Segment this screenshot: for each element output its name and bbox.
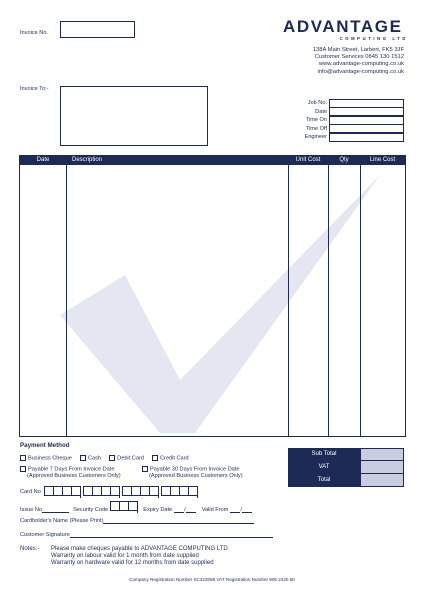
total-row	[288, 474, 404, 487]
engineer-field[interactable]	[329, 133, 404, 142]
business-cheque-label: Business Cheque	[28, 455, 72, 462]
engineer-label: Engineer	[304, 134, 327, 141]
subtotal-label: Sub Total	[288, 448, 360, 461]
totals-block	[288, 448, 404, 487]
card-no-group[interactable]	[44, 486, 81, 498]
notes-block	[20, 546, 228, 567]
total-label: Total	[288, 474, 360, 487]
line-cost-column-area[interactable]	[360, 165, 405, 436]
valid-from-separator: /	[240, 507, 242, 513]
cardholder-label: Cardholder's Name (Please Print)	[20, 518, 104, 524]
date-column-area[interactable]	[20, 165, 66, 436]
signature-row	[20, 530, 273, 538]
cash-checkbox[interactable]	[80, 455, 86, 461]
valid-from-month-field[interactable]	[230, 505, 240, 513]
issue-no-field[interactable]	[42, 505, 69, 513]
address-line: www.advantage-computing.co.uk	[318, 61, 404, 68]
qty-column-area[interactable]	[328, 165, 360, 436]
issue-row	[20, 501, 252, 513]
card-no-group[interactable]	[83, 486, 120, 498]
address-line: 138A Main Street, Larbert, FK5 3JF	[312, 47, 404, 53]
note-line: Please make cheques payable to ADVANTAGE COMPUTING LTD	[51, 546, 228, 552]
note-line: Warranty on labour valid for 1 month from date supplied	[51, 553, 199, 559]
table-header	[20, 156, 405, 165]
credit-card-checkbox[interactable]	[152, 455, 158, 461]
company-address	[254, 47, 404, 76]
card-no-group[interactable]	[122, 486, 159, 498]
logo-subtitle: COMPUTING LTD	[339, 36, 408, 41]
card-no-label: Card No	[20, 489, 41, 495]
invoice-no-field[interactable]	[60, 21, 135, 38]
issue-no-label: Issue No	[20, 507, 43, 513]
invoice-to-field[interactable]	[60, 86, 208, 146]
job-field-row	[270, 125, 404, 134]
cardholder-row	[20, 516, 254, 524]
expiry-year-field[interactable]	[186, 505, 196, 513]
address-line: info@advantage-computing.co.uk	[317, 68, 404, 75]
card-no-row	[20, 486, 200, 498]
unit-cost-column-area[interactable]	[288, 165, 328, 436]
business-cheque-checkbox[interactable]	[20, 455, 26, 461]
debit-card-label: Debit Card	[117, 455, 144, 462]
job-field-row	[270, 133, 404, 142]
job-field-row	[270, 99, 404, 108]
expiry-date-label: Expiry Date	[143, 507, 173, 513]
date-label: Date	[315, 108, 327, 115]
logo-wordmark: ADVANTAGE	[283, 17, 403, 36]
description-column-area[interactable]	[66, 165, 288, 436]
valid-from-year-field[interactable]	[242, 505, 252, 513]
vat-label: VAT	[288, 461, 360, 474]
cash-label: Cash	[87, 455, 102, 462]
line-items-table	[19, 155, 406, 437]
notes-label: Notes:-	[20, 546, 40, 552]
job-fields	[270, 99, 404, 142]
note-line: Warranty on hardware valid for 12 months from date supplied	[51, 560, 214, 566]
payment-options-row	[20, 455, 189, 461]
col-description: Description	[72, 157, 103, 163]
job-no-label: Job No.	[307, 100, 327, 107]
col-line-cost: Line Cost	[369, 157, 396, 163]
payable-7-days-note: (Approved Business Customers Only)	[27, 472, 121, 479]
job-field-row	[270, 116, 404, 125]
invoice-to-label: Invoice To:-	[20, 86, 49, 92]
cardholder-field[interactable]	[103, 516, 254, 524]
debit-card-checkbox[interactable]	[109, 455, 115, 461]
registration-footer: Company Registration Number SC322086 VAT Registration Number 905 2420 60	[129, 577, 295, 582]
card-no-group[interactable]	[161, 486, 198, 498]
payment-method-title: Payment Method	[20, 442, 70, 449]
payable-7-days-checkbox[interactable]	[20, 466, 26, 472]
payment-7-days-option	[20, 466, 121, 479]
col-unit-cost: Unit Cost	[295, 157, 321, 163]
time-on-label: Time On	[305, 117, 327, 124]
time-off-label: Time Off	[305, 125, 327, 132]
invoice-no-label: Invoice No.	[20, 30, 48, 36]
vat-row	[288, 461, 404, 474]
payable-30-days-label: Payable 30 Days From Invoice Date	[150, 466, 240, 473]
subtotal-row	[288, 448, 404, 461]
payment-30-days-option	[142, 466, 243, 479]
job-field-row	[270, 108, 404, 117]
signature-label: Customer Signature	[20, 532, 70, 538]
security-code-label: Security Code	[73, 507, 109, 513]
valid-from-label: Valid From	[201, 507, 229, 513]
expiry-month-field[interactable]	[174, 505, 184, 513]
security-code-field[interactable]	[110, 501, 138, 513]
col-date: Date	[36, 157, 50, 163]
subtotal-value[interactable]	[360, 448, 404, 461]
col-qty: Qty	[339, 157, 349, 163]
payable-30-days-note: (Approved Business Customers Only)	[149, 472, 243, 479]
payable-30-days-checkbox[interactable]	[142, 466, 148, 472]
signature-field[interactable]	[70, 530, 273, 538]
credit-card-label: Credit Card	[160, 455, 189, 462]
total-value[interactable]	[360, 474, 404, 487]
expiry-separator: /	[184, 507, 186, 513]
payable-7-days-label: Payable 7 Days From Invoice Date	[28, 466, 115, 473]
address-line: Customer Services 0845 130 1512	[314, 54, 404, 61]
company-logo	[283, 18, 408, 41]
vat-value[interactable]	[360, 461, 404, 474]
